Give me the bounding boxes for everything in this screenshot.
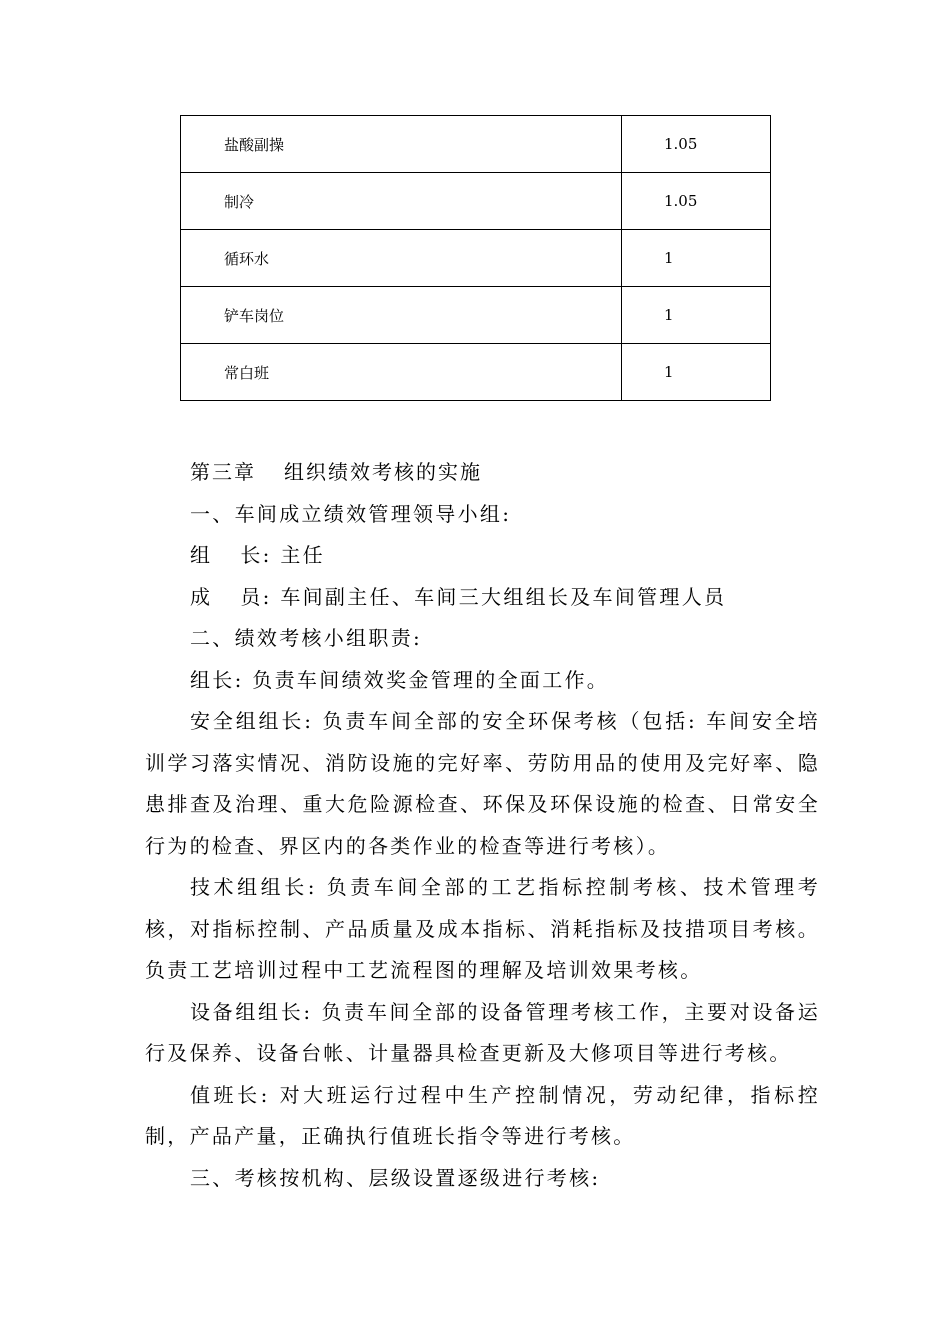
members-label-second: 员: <box>240 584 272 609</box>
coefficient-cell: 1 <box>622 287 771 344</box>
position-name-cell: 制冷 <box>181 173 622 230</box>
table-row <box>181 287 771 344</box>
position-name-cell: 铲车岗位 <box>181 287 622 344</box>
leader-label-first: 组 <box>190 543 213 567</box>
duty-safety-leader: 安全组组长: 负责车间全部的安全环保考核（包括: 车间安全培训学习落实情况、消防设施的完好率、劳防用品的使用及完好率、隐患排查及治理、重大危险源检查、环保及环保设施的检查、日常安全行为的检查、界区内的各类作业的检查等进行考核）。 <box>145 709 820 858</box>
table-row <box>181 173 771 230</box>
leader-value: 主任 <box>280 543 325 567</box>
group-members-line <box>145 577 820 619</box>
section-heading-3: 三、考核按机构、层级设置逐级进行考核: <box>190 1165 601 1190</box>
chapter-heading <box>145 452 820 494</box>
chapter-title: 组织绩效考核的实施 <box>284 460 482 484</box>
position-name-cell: 盐酸副操 <box>181 116 622 173</box>
section-heading-1: 一、车间成立绩效管理领导小组: <box>190 501 512 526</box>
members-value: 车间副主任、车间三大组组长及车间管理人员 <box>280 584 727 609</box>
duty-group-leader: 组长: 负责车间绩效奖金管理的全面工作。 <box>190 667 610 692</box>
coefficient-cell: 1.05 <box>622 116 771 173</box>
coefficient-cell: 1 <box>622 344 771 401</box>
leader-label-second: 长: <box>240 543 272 567</box>
position-name-cell: 常白班 <box>181 344 622 401</box>
coefficient-cell: 1.05 <box>622 173 771 230</box>
table-row <box>181 344 771 401</box>
duty-equipment-leader: 设备组组长: 负责车间全部的设备管理考核工作，主要对设备运行及保养、设备台帐、计量器具检查更新及大修项目等进行考核。 <box>145 999 820 1065</box>
table-row <box>181 116 771 173</box>
coefficient-cell: 1 <box>622 230 771 287</box>
members-label-first: 成 <box>190 584 213 609</box>
table-row <box>181 230 771 287</box>
group-leader-line <box>145 535 820 577</box>
position-name-cell: 循环水 <box>181 230 622 287</box>
section-heading-2: 二、绩效考核小组职责: <box>190 626 423 650</box>
duty-technical-leader: 技术组组长: 负责车间全部的工艺指标控制考核、技术管理考核，对指标控制、产品质量及成本指标、消耗指标及技措项目考核。负责工艺培训过程中工艺流程图的理解及培训效果考核。 <box>145 875 820 982</box>
body-text <box>145 452 820 1199</box>
position-coefficient-table <box>180 115 771 401</box>
duty-shift-leader: 值班长: 对大班运行过程中生产控制情况，劳动纪律，指标控制，产品产量，正确执行值班长指令等进行考核。 <box>145 1082 820 1148</box>
chapter-number: 第三章 <box>190 460 256 484</box>
